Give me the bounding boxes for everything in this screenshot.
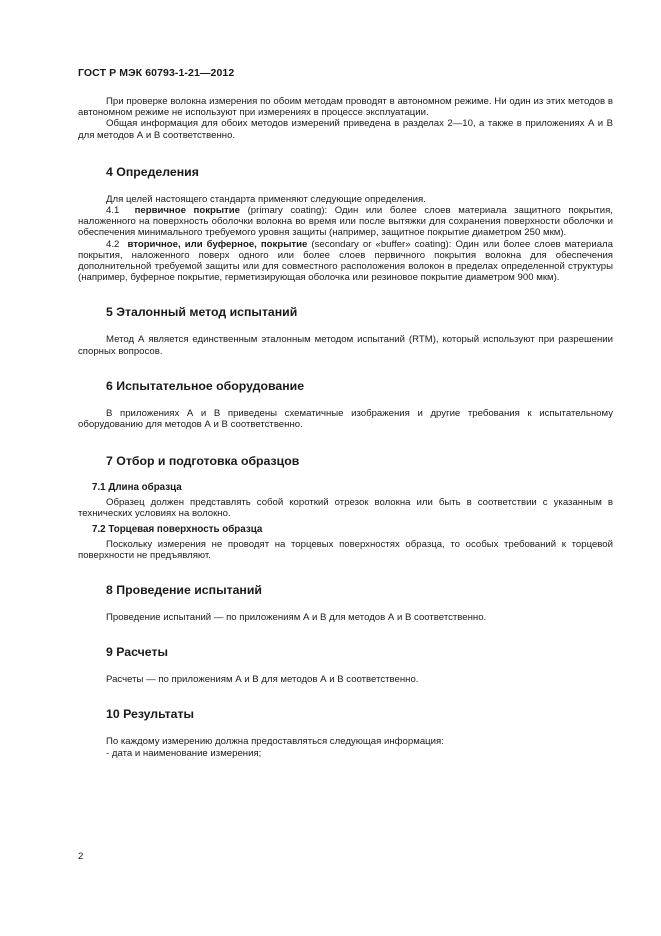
subsection-7-2-text: Поскольку измерения не проводят на торцевых поверхностях образца, то особых требований к торцевой поверхности не предъявляют. xyxy=(78,538,613,561)
section-9-title: 9 Расчеты xyxy=(106,645,168,660)
section-5-title: 5 Эталонный метод испытаний xyxy=(106,305,298,320)
section-6-text: В приложениях А и В приведены схематичные изображения и другие требования к испытательному оборудованию для методов А и В соответственно. xyxy=(78,407,613,431)
definition-4-1-number: 4.1 xyxy=(106,205,120,217)
section-4-lead: Для целей настоящего стандарта применяют следующие определения. xyxy=(106,193,426,205)
section-8-text: Проведение испытаний — по приложениям А и В для методов А и В соответственно. xyxy=(106,612,487,624)
definition-4-2 xyxy=(78,239,613,284)
section-10-text: По каждому измерению должна предоставляться следующая информация: xyxy=(106,736,444,748)
page-number: 2 xyxy=(78,851,84,862)
section-6-title: 6 Испытательное оборудование xyxy=(106,378,305,393)
definition-4-1-term: первичное покрытие xyxy=(134,205,240,217)
section-8-title: 8 Проведение испытаний xyxy=(106,583,262,598)
subsection-7-1-text: Образец должен представлять собой короткий отрезок волокна или быть в соответствии с указанным в технических условиях на волокно. xyxy=(78,497,613,520)
results-list-item: - дата и наименование измерения; xyxy=(106,747,262,759)
subsection-7-2-title: 7.2 Торцевая поверхность образца xyxy=(92,523,263,535)
section-10-title: 10 Результаты xyxy=(106,707,194,722)
document-header: ГОСТ Р МЭК 60793-1-21—2012 xyxy=(78,67,235,79)
definition-4-1-text: (primary coating): Один или более слоев материала защитного покрытия, наложенного на поверхность оболочки волокна во время или после вытяжки для сохранения поверхности оболочки и обеспечения минимального требуемого уровня защиты (например, защитное покрытие диаметром 250 мкм). xyxy=(78,205,613,239)
section-9-text: Расчеты — по приложениям А и В для методов А и В соответственно. xyxy=(106,674,419,686)
definition-4-1 xyxy=(78,205,613,239)
intro-paragraph-1: При проверке волокна измерения по обоим методам проводят в автономном режиме. Ни один из этих методов в автономном режиме не используют при измерениях в процессе эксплуатации. xyxy=(78,96,613,119)
section-4-title: 4 Определения xyxy=(106,164,199,179)
document-body xyxy=(78,96,613,759)
subsection-7-1-title: 7.1 Длина образца xyxy=(92,482,182,494)
definition-4-2-text: (secondary or «buffer» coating): Один или более слоев материала покрытия, наложенного поверх одного или более слоев первичного покрытия волокна для обеспечения дополнительной требуемой защиты или для совместного расположения волокон в пределах определенной структуры (например, буферное покрытие, герметизирующая оболочка или резиновое покрытие диаметром 900 мкм). xyxy=(78,238,613,284)
definition-4-2-number: 4.2 xyxy=(106,238,120,250)
section-5-text: Метод А является единственным эталонным методом испытаний (RTM), который используют при разрешении спорных вопросов. xyxy=(78,334,613,357)
definition-4-2-term: вторичное, или буферное, покрытие xyxy=(127,238,308,250)
section-7-title: 7 Отбор и подготовка образцов xyxy=(106,454,300,469)
intro-paragraph-2: Общая информация для обоих методов измерений приведена в разделах 2—10, а также в приложениях А и В для методов А и В соответственно. xyxy=(78,118,613,141)
